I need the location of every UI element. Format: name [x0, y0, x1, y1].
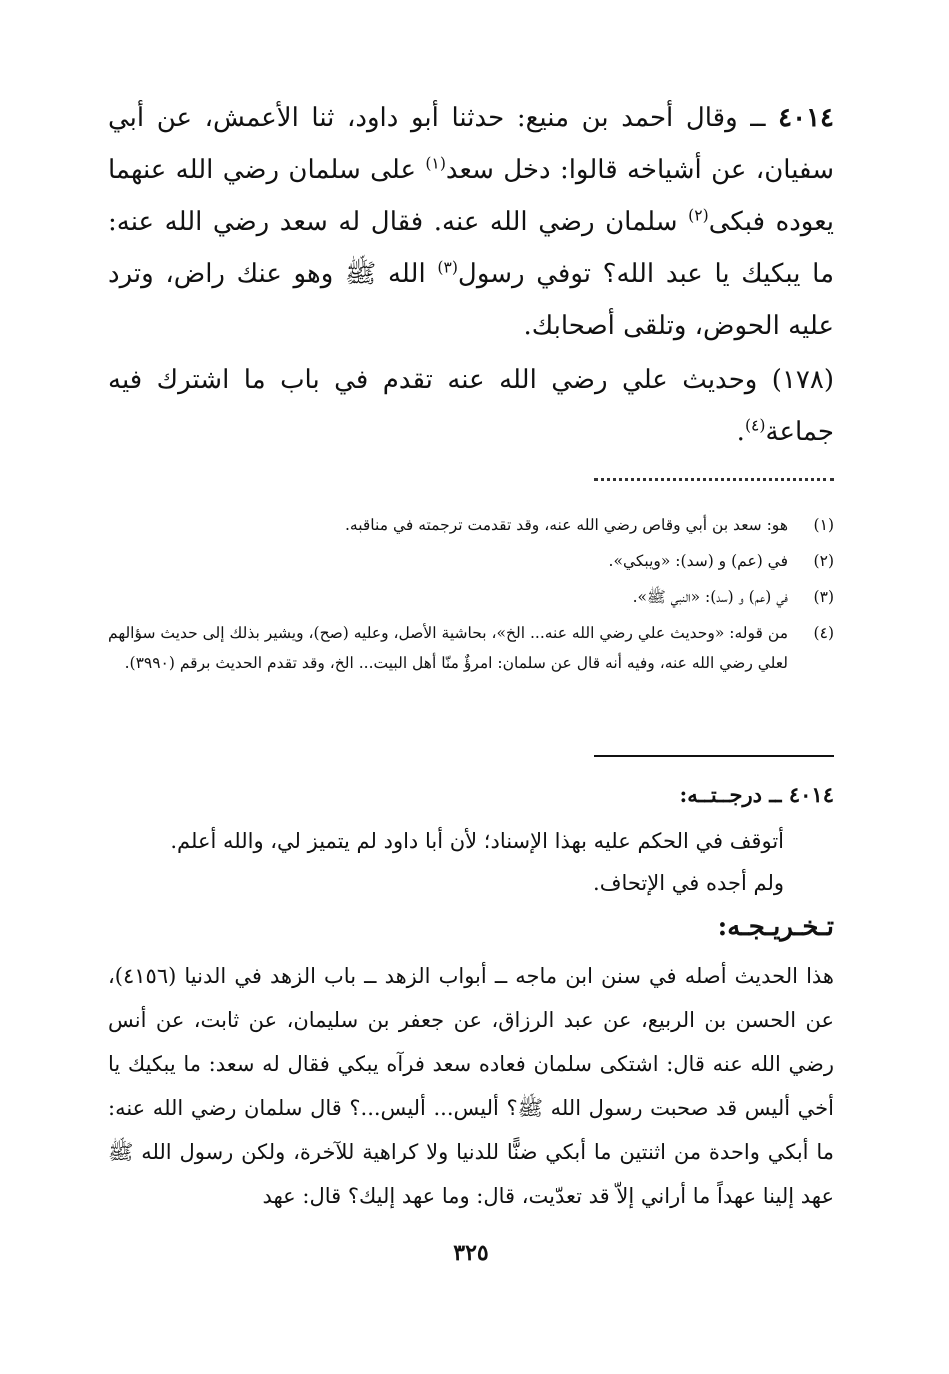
footnote-number: (١) [813, 516, 834, 534]
footnote-item [108, 618, 834, 678]
footnote-text: من قوله: «وحديث علي رضي الله عنه... الخ»، بحاشية الأصل، وعليه (صح)، ويشير بذلك إلى حديث سؤالهم لعلي رضي الله عنه، وفيه أنه قال عن سلمان: امرؤٌ منّا أهل البيت... الخ، وقد تقدم الحديث برقم (٣٩٩٠). [108, 624, 788, 672]
footnote-text: في (عم) و (سد): «النبي ﷺ». [632, 588, 788, 606]
footnote-ref-1: (١) [425, 154, 446, 173]
grade-body [104, 820, 784, 904]
footnote-number: (٤) [813, 624, 834, 642]
grade-heading: ٤٠١٤ ــ درجــتــه: [679, 782, 834, 807]
footnote-number: (٣) [813, 588, 834, 606]
reference-text: (١٧٨) وحديث علي رضي الله عنه تقدم في باب ما اشترك فيه جماعة [108, 365, 834, 447]
hadith-text-part-3: سلمان رضي الله عنه. فقال له سعد رضي الله عنه: ما يبكيك يا عبد الله؟ توفي رسول [108, 207, 834, 289]
footnote-text: في (عم) و (سد): «ويبكي». [608, 552, 788, 570]
footnotes-list [108, 510, 834, 684]
footnote-number: (٢) [813, 552, 834, 570]
footnote-ref-4: (٤) [744, 416, 766, 435]
grade-line-2: ولم أجده في الإتحاف. [593, 871, 784, 895]
hadith-paragraph [108, 92, 834, 352]
footnote-item [108, 546, 834, 576]
dotted-separator [594, 478, 834, 481]
footnote-item [108, 582, 834, 612]
reference-paragraph [108, 354, 834, 458]
footnote-ref-2: (٢) [688, 206, 709, 225]
footnote-item [108, 510, 834, 540]
takhrij-heading: تـخـريـجـه: [717, 912, 834, 942]
hadith-text-part-2: على سلمان رضي الله عنهما يعوده فبكى [108, 155, 835, 237]
page-number: ٣٢٥ [453, 1240, 489, 1266]
hadith-number: ٤٠١٤ [778, 103, 834, 133]
grade-line-1: أتوقف في الحكم عليه بهذا الإسناد؛ لأن أبا داود لم يتميز لي، والله أعلم. [170, 829, 784, 853]
footnote-ref-3: (٣) [437, 258, 458, 277]
reference-end: . [736, 417, 745, 447]
section-rule [594, 755, 834, 757]
footnote-text: هو: سعد بن أبي وقاص رضي الله عنه، وقد تقدمت ترجمته في مناقبه. [344, 516, 788, 534]
hadith-text-part-4: الله ﷺ وهو عنك راض، وترد عليه الحوض، وتلقى أصحابك. [108, 259, 834, 341]
hadith-text-part-1: ــ وقال أحمد بن منيع: حدثنا أبو داود، ثنا الأعمش، عن أبي سفيان، عن أشياخه قالوا: دخل سعد [108, 103, 834, 185]
takhrij-text: هذا الحديث أصله في سنن ابن ماجه ــ أبواب الزهد ــ باب الزهد في الدنيا (٤١٥٦)، عن الحسن بن الربيع، عن عبد الرزاق، عن جعفر بن سليمان، عن ثابت، عن أنس رضي الله عنه قال: اشتكى سلمان فعاده سعد فرآه يبكي فقال له سعد: ما يبكيك يا أخي أليس قد صحبت رسول الله ﷺ؟ أليس... أليس...؟ قال سلمان رضي الله عنه: ما أبكي واحدة من اثنتين ما أبكي ضنًّا للدنيا ولا كراهية للآخرة، ولكن رسول الله ﷺ عهد إلينا عهداً ما أراني إلاّ قد تعدّيت، قال: وما عهد إليك؟ قال: عهد [108, 964, 834, 1208]
